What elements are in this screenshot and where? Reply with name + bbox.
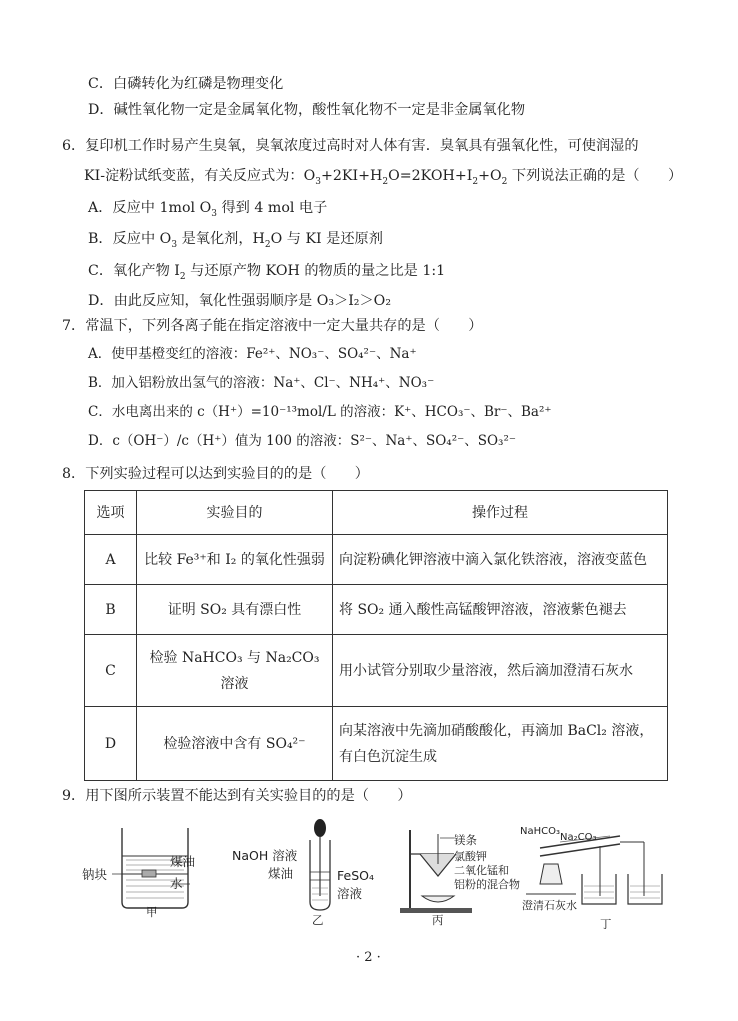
yi-label-solution: 溶液 bbox=[337, 886, 363, 901]
q6-option-a: A．反应中 1mol $O_3$ 得到 4 mol 电子 bbox=[88, 200, 328, 219]
ding-caption: 丁 bbox=[600, 917, 612, 931]
bing-caption: 丙 bbox=[432, 913, 444, 927]
bing-label-kclo3: 氯酸钾 bbox=[454, 850, 487, 863]
q6-option-d: D．由此反应知，氧化性强弱顺序是 O₃＞I₂＞O₂ bbox=[88, 293, 392, 309]
table-row bbox=[85, 635, 668, 707]
ding-label-limewater: 澄清石灰水 bbox=[522, 899, 577, 912]
q6-stem-line1: 6．复印机工作时易产生臭氧，臭氧浓度过高时对人体有害．臭氧具有强氧化性，可使润湿的 bbox=[62, 138, 639, 154]
table-row bbox=[85, 585, 668, 635]
q9-stem: 9．用下图所示装置不能达到有关实验目的的是（ ） bbox=[62, 788, 412, 804]
jia-label-sodium: 钠块 bbox=[82, 867, 108, 882]
jia-label-kerosene: 煤油 bbox=[170, 854, 196, 869]
q8-table bbox=[84, 490, 668, 781]
q7-option-c: C．水电离出来的 c（H⁺）=10⁻¹³mol/L 的溶液：K⁺、HCO₃⁻、Br⁻、Ba²⁺ bbox=[88, 404, 552, 420]
bing-label-mg: 镁条 bbox=[454, 833, 477, 847]
row-goal: 检验溶液中含有 SO₄²⁻ bbox=[137, 707, 333, 781]
table-row bbox=[85, 535, 668, 585]
q6-stem-line2: KI-淀粉试纸变蓝，有关反应式为：$O_3+2KI+H_2O=2KOH+I_2+O_2$ 下列说法正确的是（ ） bbox=[84, 168, 683, 187]
q6-equation: $O_3+2KI+H_2O=2KOH+I_2+O_2$ bbox=[303, 168, 508, 187]
row-option: A bbox=[85, 535, 137, 585]
page-number: · 2 · bbox=[356, 950, 381, 965]
ding-label-nahco3: NaHCO₃ bbox=[520, 826, 560, 837]
q7-stem: 7．常温下，下列各离子能在指定溶液中一定大量共存的是（ ） bbox=[62, 318, 483, 334]
bing-label-al: 铝粉的混合物 bbox=[454, 878, 520, 891]
row-goal: 证明 SO₂ 具有漂白性 bbox=[137, 585, 333, 635]
row-procedure: 向某溶液中先滴加硝酸酸化，再滴加 BaCl₂ 溶液，有白色沉淀生成 bbox=[333, 707, 668, 781]
q7-option-b: B．加入铝粉放出氢气的溶液：Na⁺、Cl⁻、NH₄⁺、NO₃⁻ bbox=[88, 375, 435, 391]
bing-label-mno2: 二氧化锰和 bbox=[454, 864, 509, 877]
q8-stem: 8．下列实验过程可以达到实验目的的是（ ） bbox=[62, 466, 369, 482]
q6-option-c: C．氧化产物 $I_2$ 与还原产物 KOH 的物质的量之比是 1:1 bbox=[88, 263, 446, 282]
apparatus-yi-figure bbox=[300, 818, 340, 918]
row-procedure: 将 SO₂ 通入酸性高锰酸钾溶液，溶液紫色褪去 bbox=[333, 585, 668, 635]
yi-label-kerosene: 煤油 bbox=[268, 866, 294, 881]
yi-caption: 乙 bbox=[312, 913, 324, 927]
header-goal: 实验目的 bbox=[137, 491, 333, 535]
row-procedure: 向淀粉碘化钾溶液中滴入氯化铁溶液，溶液变蓝色 bbox=[333, 535, 668, 585]
q5-option-c: C．白磷转化为红磷是物理变化 bbox=[88, 76, 284, 92]
ding-label-na2co3: Na₂CO₃ bbox=[560, 832, 597, 843]
row-goal: 检验 NaHCO₃ 与 Na₂CO₃ 溶液 bbox=[137, 635, 333, 707]
row-option: C bbox=[85, 635, 137, 707]
row-procedure: 用小试管分别取少量溶液，然后滴加澄清石灰水 bbox=[333, 635, 668, 707]
row-goal: 比较 Fe³⁺和 I₂ 的氧化性强弱 bbox=[137, 535, 333, 585]
q6-option-b: B．反应中 $O_3$ 是氧化剂，$H_2O$ 与 KI 是还原剂 bbox=[88, 231, 383, 250]
q5-option-d: D．碱性氧化物一定是金属氧化物，酸性氧化物不一定是非金属氧化物 bbox=[88, 102, 526, 118]
row-option: B bbox=[85, 585, 137, 635]
header-procedure: 操作过程 bbox=[333, 491, 668, 535]
header-option: 选项 bbox=[85, 491, 137, 535]
yi-label-naoh: NaOH 溶液 bbox=[232, 848, 298, 863]
jia-caption: 甲 bbox=[146, 905, 158, 919]
jia-label-water: 水 bbox=[170, 876, 183, 891]
table-header-row bbox=[85, 491, 668, 535]
yi-label-feso4: FeSO₄ bbox=[337, 868, 374, 883]
q7-option-d: D．c（OH⁻）/c（H⁺）值为 100 的溶液：S²⁻、Na⁺、SO₄²⁻、SO₃²⁻ bbox=[88, 433, 517, 449]
q7-option-a: A．使甲基橙变红的溶液：Fe²⁺、NO₃⁻、SO₄²⁻、Na⁺ bbox=[88, 346, 417, 362]
table-row bbox=[85, 707, 668, 781]
row-option: D bbox=[85, 707, 137, 781]
